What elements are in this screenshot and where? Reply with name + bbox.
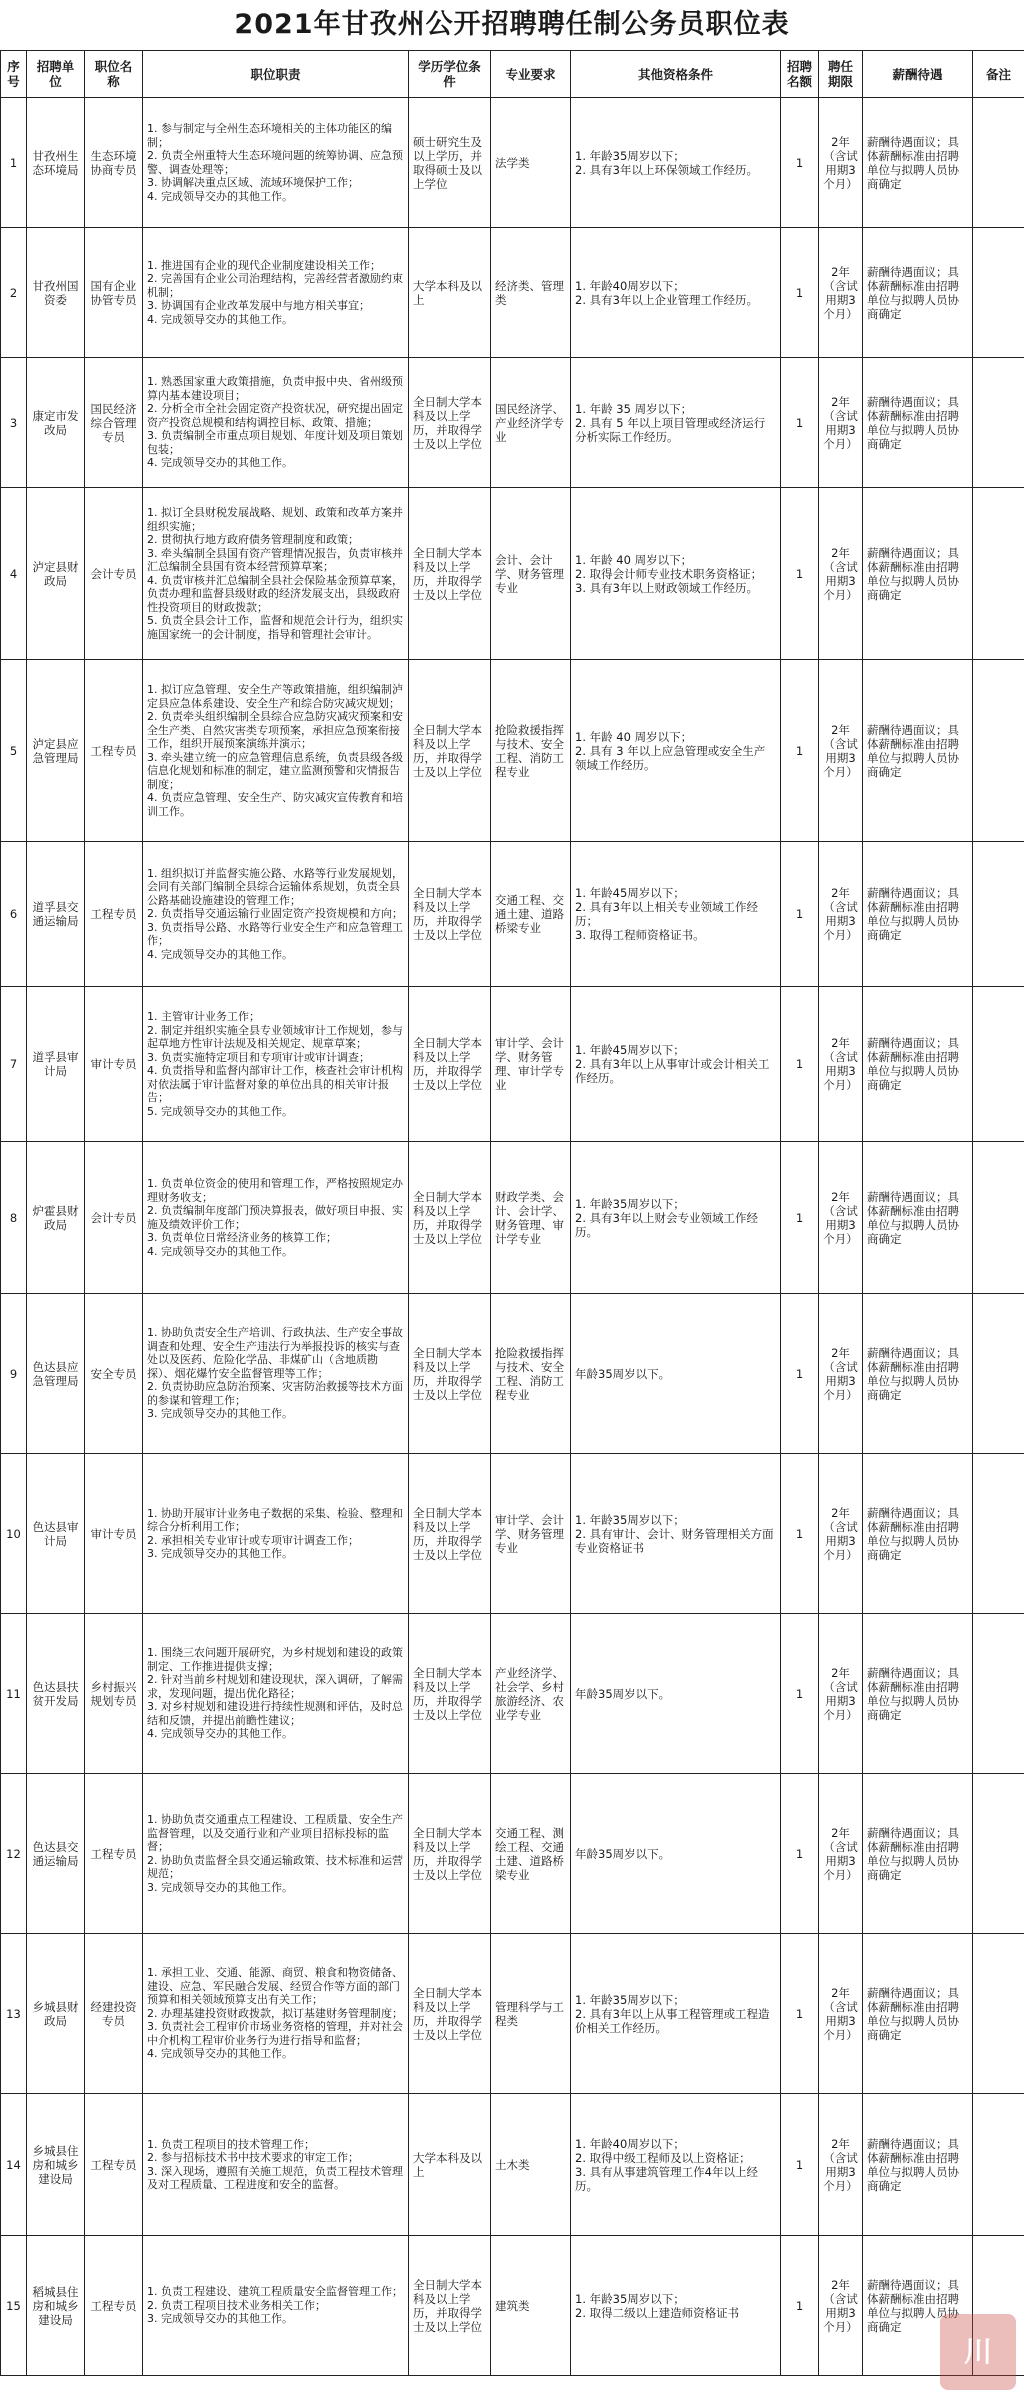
cell-unit: 炉霍县财政局: [27, 1142, 85, 1294]
cell-other-line: 1. 年龄 40 周岁以下；: [575, 729, 693, 744]
cell-duties-line: 1. 负责工程建设、建筑工程质量安全监督管理工作；: [147, 2285, 403, 2299]
cell-major: 法学类: [491, 98, 571, 228]
cell-position: 国民经济综合管理专员: [85, 358, 143, 488]
cell-term: 2年（含试用期3个月）: [819, 358, 863, 488]
cell-duties-line: 4. 完成领导交办的其他工作。: [147, 312, 293, 326]
cell-unit: 色达县应急管理局: [27, 1294, 85, 1454]
cell-other: [571, 842, 781, 987]
cell-duties-line: 1. 熟悉国家重大政策措施，负责申报中央、省州级预算内基本建设项目；: [147, 375, 403, 402]
cell-other-line: 1. 年龄 35 周岁以下；: [575, 401, 693, 416]
cell-unit: 泸定县应急管理局: [27, 660, 85, 842]
cell-duties-line: 1. 协助开展审计业务电子数据的采集、检验、整理和综合分析利用工作；: [147, 1506, 403, 1533]
table-row: [1, 1774, 1024, 1934]
header-salary: 薪酬待遇: [863, 51, 973, 98]
cell-education: 全日制大学本科及以上学历，并取得学士及以上学位: [409, 358, 491, 488]
header-term: 聘任期限: [819, 51, 863, 98]
cell-duties: [143, 488, 409, 660]
cell-duties-line: 1. 参与制定与全州生态环境相关的主体功能区的编制；: [147, 122, 392, 149]
cell-position: 工程专员: [85, 842, 143, 987]
cell-other-line: 1. 年龄45周岁以下；: [575, 1043, 685, 1057]
cell-other-line: 1. 年龄 40 周岁以下；: [575, 552, 693, 567]
cell-salary: 薪酬待遇面议；具体薪酬标准由招聘单位与拟聘人员协商确定: [863, 228, 973, 358]
cell-duties: [143, 987, 409, 1142]
cell-other: [571, 1142, 781, 1294]
cell-unit: 甘孜州生态环境局: [27, 98, 85, 228]
cell-education: 全日制大学本科及以上学历，并取得学士及以上学位: [409, 660, 491, 842]
cell-no: 9: [1, 1294, 27, 1454]
position-table: [0, 50, 1024, 2376]
cell-other-line: 年龄35周岁以下。: [575, 1846, 671, 1861]
cell-other: [571, 1614, 781, 1774]
cell-term: 2年（含试用期3个月）: [819, 2094, 863, 2236]
table-row: [1, 2236, 1024, 2376]
cell-unit: 康定市发改局: [27, 358, 85, 488]
cell-salary: 薪酬待遇面议；具体薪酬标准由招聘单位与拟聘人员协商确定: [863, 1294, 973, 1454]
cell-note: [973, 1774, 1024, 1934]
cell-position: 乡村振兴规划专员: [85, 1614, 143, 1774]
cell-no: 15: [1, 2236, 27, 2376]
cell-term: 2年（含试用期3个月）: [819, 1454, 863, 1614]
cell-education: 全日制大学本科及以上学历，并取得学士及以上学位: [409, 1454, 491, 1614]
cell-duties-line: 5. 完成领导交办的其他工作。: [147, 1104, 293, 1118]
cell-other: [571, 1294, 781, 1454]
header-quota: 招聘名额: [781, 51, 819, 98]
watermark-logo: [940, 2314, 1016, 2390]
table-row: [1, 1934, 1024, 2094]
cell-duties-line: 1. 组织拟订并监督实施公路、水路等行业发展规划，会同有关部门编制全县综合运输体系规划，负责全县公路基础设施建设的管理工作；: [147, 866, 403, 907]
cell-education: 全日制大学本科及以上学历，并取得学士及以上学位: [409, 1774, 491, 1934]
cell-quota: 1: [781, 1142, 819, 1294]
cell-duties-line: 3. 负责实施特定项目和专项审计或审计调查；: [147, 1050, 370, 1064]
cell-other-line: 1. 年龄35周岁以下；: [575, 1992, 685, 2007]
cell-position: 安全专员: [85, 1294, 143, 1454]
cell-term: 2年（含试用期3个月）: [819, 1294, 863, 1454]
cell-note: [973, 1934, 1024, 2094]
cell-duties-line: 2. 协助负责监督全县交通运输政策、技术标准和运营规范；: [147, 1853, 403, 1880]
table-row: [1, 842, 1024, 987]
cell-other: [571, 98, 781, 228]
table-row: [1, 2094, 1024, 2236]
cell-term: 2年（含试用期3个月）: [819, 1774, 863, 1934]
header-unit: 招聘单位: [27, 51, 85, 98]
cell-major: 国民经济学、产业经济学专业: [491, 358, 571, 488]
cell-other-line: 1. 年龄40周岁以下；: [575, 278, 685, 293]
cell-duties-line: 3. 深入现场，遵照有关施工规范，负责工程技术管理及对工程质量、工程进度和安全的监督。: [147, 2164, 403, 2191]
table-row: [1, 358, 1024, 488]
cell-duties: [143, 1294, 409, 1454]
cell-education: 全日制大学本科及以上学历，并取得学士及以上学位: [409, 2236, 491, 2376]
cell-duties-line: 2. 办理基建投资财政拨款，拟订基建财务管理制度；: [147, 2006, 403, 2020]
cell-duties-line: 4. 负责应急管理、安全生产、防灾减灾宣传教育和培训工作。: [147, 791, 403, 818]
table-row: [1, 987, 1024, 1142]
cell-duties-line: 3. 完成领导交办的其他工作。: [147, 1880, 293, 1894]
cell-quota: 1: [781, 1934, 819, 2094]
cell-duties-line: 3. 负责社会工程审价市场业务资格的管理，并对社会中介机构工程审价业务行为进行指导和监督；: [147, 2020, 403, 2047]
header-other: 其他资格条件: [571, 51, 781, 98]
cell-education: 大学本科及以上: [409, 2094, 491, 2236]
cell-duties: [143, 842, 409, 987]
cell-position: 工程专员: [85, 2094, 143, 2236]
cell-duties-line: 3. 牵头建立统一的应急管理信息系统，负责县级各级信息化规划和标准的制定，建立监测预警和灾情报告制度；: [147, 750, 403, 791]
cell-salary: 薪酬待遇面议；具体薪酬标准由招聘单位与拟聘人员协商确定: [863, 1614, 973, 1774]
cell-duties-line: 4. 完成领导交办的其他工作。: [147, 456, 293, 470]
cell-unit: 道孚县审计局: [27, 987, 85, 1142]
cell-duties-line: 1. 拟订全县财税发展战略、规划、政策和改革方案并组织实施；: [147, 506, 403, 533]
cell-note: [973, 358, 1024, 488]
cell-other-line: 3. 具有从事建筑管理工作4年以上经历。: [575, 2164, 758, 2193]
cell-other: [571, 2236, 781, 2376]
cell-note: [973, 660, 1024, 842]
table-row: [1, 488, 1024, 660]
cell-other-line: 1. 年龄45周岁以下；: [575, 886, 685, 900]
cell-major: 交通工程、测绘工程、交通土建、道路桥梁专业: [491, 1774, 571, 1934]
header-note: 备注: [973, 51, 1024, 98]
cell-duties-line: 4. 完成领导交办的其他工作。: [147, 189, 293, 203]
cell-unit: 色达县扶贫开发局: [27, 1614, 85, 1774]
cell-salary: 薪酬待遇面议；具体薪酬标准由招聘单位与拟聘人员协商确定: [863, 987, 973, 1142]
cell-quota: 1: [781, 98, 819, 228]
cell-unit: 稻城县住房和城乡建设局: [27, 2236, 85, 2376]
table-row: [1, 1614, 1024, 1774]
header-duties: 职位职责: [143, 51, 409, 98]
cell-other-line: 3. 具有3年以上财政领域工作经历。: [575, 580, 758, 595]
cell-duties-line: 3. 负责编制全市重点项目规划、年度计划及项目策划包装；: [147, 429, 403, 456]
cell-duties: [143, 98, 409, 228]
cell-other: [571, 1774, 781, 1934]
cell-term: 2年（含试用期3个月）: [819, 488, 863, 660]
cell-quota: 1: [781, 2236, 819, 2376]
cell-duties-line: 3. 协调国有企业改革发展中与地方相关事宜；: [147, 299, 370, 313]
cell-major: 财政学类、会计、会计学、财务管理、审计学专业: [491, 1142, 571, 1294]
cell-position: 会计专员: [85, 1142, 143, 1294]
cell-salary: 薪酬待遇面议；具体薪酬标准由招聘单位与拟聘人员协商确定: [863, 358, 973, 488]
cell-term: 2年（含试用期3个月）: [819, 842, 863, 987]
cell-quota: 1: [781, 1454, 819, 1614]
cell-duties: [143, 1454, 409, 1614]
cell-salary: 薪酬待遇面议；具体薪酬标准由招聘单位与拟聘人员协商确定: [863, 660, 973, 842]
cell-duties: [143, 1142, 409, 1294]
table-row: [1, 660, 1024, 842]
cell-duties: [143, 2236, 409, 2376]
cell-position: 经建投资专员: [85, 1934, 143, 2094]
cell-salary: 薪酬待遇面议；具体薪酬标准由招聘单位与拟聘人员协商确定: [863, 1142, 973, 1294]
cell-major: 土木类: [491, 2094, 571, 2236]
cell-quota: 1: [781, 1614, 819, 1774]
cell-unit: 泸定县财政局: [27, 488, 85, 660]
cell-duties: [143, 358, 409, 488]
table-row: [1, 1454, 1024, 1614]
cell-other-line: 2. 具有3年以上从事审计或会计相关工作经历。: [575, 1057, 770, 1085]
cell-note: [973, 2094, 1024, 2236]
cell-duties-line: 2. 贯彻执行地方政府债务管理制度和政策；: [147, 533, 359, 546]
cell-unit: 色达县审计局: [27, 1454, 85, 1614]
cell-other: [571, 488, 781, 660]
cell-education: 全日制大学本科及以上学历，并取得学士及以上学位: [409, 1142, 491, 1294]
cell-duties: [143, 1774, 409, 1934]
cell-note: [973, 488, 1024, 660]
cell-position: 生态环境协商专员: [85, 98, 143, 228]
cell-term: 2年（含试用期3个月）: [819, 228, 863, 358]
cell-major: 建筑类: [491, 2236, 571, 2376]
header-education: 学历学位条件: [409, 51, 491, 98]
cell-major: 会计、会计学、财务管理专业: [491, 488, 571, 660]
cell-duties-line: 2. 负责协助应急防治预案、灾害防治救援等技术方面的参谋和管理工作；: [147, 1380, 403, 1407]
cell-education: 全日制大学本科及以上学历，并取得学士及以上学位: [409, 1934, 491, 2094]
cell-duties: [143, 1614, 409, 1774]
cell-other: [571, 1454, 781, 1614]
cell-quota: 1: [781, 987, 819, 1142]
cell-duties-line: 3. 完成领导交办的其他工作。: [147, 2312, 293, 2326]
cell-other-line: 2. 具有 5 年以上项目管理或经济运行分析实际工作经历。: [575, 415, 766, 444]
cell-quota: 1: [781, 1774, 819, 1934]
header-major: 专业要求: [491, 51, 571, 98]
cell-other-line: 2. 具有3年以上相关专业领域工作经历；: [575, 900, 758, 928]
cell-no: 14: [1, 2094, 27, 2236]
cell-note: [973, 842, 1024, 987]
cell-no: 5: [1, 660, 27, 842]
cell-other-line: 2. 具有审计、会计、财务管理相关方面专业资格证书: [575, 1526, 774, 1555]
header-position: 职位名称: [85, 51, 143, 98]
cell-duties-line: 1. 拟订应急管理、安全生产等政策措施，组织编制泸定县应急体系建设、安全生产和综合防灾减灾规划；: [147, 683, 403, 710]
cell-education: 全日制大学本科及以上学历，并取得学士及以上学位: [409, 1614, 491, 1774]
table-body: [1, 98, 1024, 2376]
cell-duties-line: 1. 推进国有企业的现代企业制度建设相关工作；: [147, 258, 381, 272]
cell-other: [571, 660, 781, 842]
cell-other-line: 1. 年龄35周岁以下；: [575, 2291, 685, 2306]
cell-other-line: 2. 具有3年以上财会专业领域工作经历。: [575, 1210, 758, 1239]
cell-other-line: 2. 具有 3 年以上应急管理或安全生产领域工作经历。: [575, 743, 766, 772]
cell-education: 大学本科及以上: [409, 228, 491, 358]
cell-other-line: 年龄35周岁以下。: [575, 1686, 671, 1701]
header-no: 序号: [1, 51, 27, 98]
cell-term: 2年（含试用期3个月）: [819, 98, 863, 228]
cell-unit: 道孚县交通运输局: [27, 842, 85, 987]
cell-duties-line: 1. 协助负责交通重点工程建设、工程质量、安全生产监督管理，以及交通行业和产业项目招标投标的监督；: [147, 1813, 403, 1853]
cell-no: 4: [1, 488, 27, 660]
cell-duties-line: 4. 负责指导和监督内部审计工作，核查社会审计机构对依法属于审计监督对象的单位出具的相关审计报告；: [147, 1064, 403, 1104]
cell-other-line: 年龄35周岁以下。: [575, 1366, 671, 1381]
cell-other-line: 3. 取得工程师资格证书。: [575, 928, 705, 942]
cell-quota: 1: [781, 660, 819, 842]
cell-position: 国有企业协管专员: [85, 228, 143, 358]
cell-duties-line: 1. 负责单位资金的使用和管理工作，严格按照规定办理财务收支；: [147, 1177, 403, 1204]
page-title: 2021年甘孜州公开招聘聘任制公务员职位表: [234, 9, 790, 40]
cell-duties-line: 4. 完成领导交办的其他工作。: [147, 2047, 293, 2061]
cell-education: 硕士研究生及以上学历，并取得硕士及以上学位: [409, 98, 491, 228]
watermark-glyph: 川: [963, 2335, 992, 2368]
cell-duties: [143, 1934, 409, 2094]
cell-duties-line: 3. 完成领导交办的其他工作。: [147, 1407, 293, 1421]
cell-note: [973, 987, 1024, 1142]
cell-no: 7: [1, 987, 27, 1142]
cell-major: 审计学、会计学、财务管理专业: [491, 1454, 571, 1614]
cell-duties-line: 2. 负责编制年度部门预决算报表，做好项目申报、实施及绩效评价工作；: [147, 1204, 403, 1231]
table-row: [1, 228, 1024, 358]
cell-other: [571, 228, 781, 358]
cell-quota: 1: [781, 488, 819, 660]
cell-duties: [143, 2094, 409, 2236]
cell-no: 6: [1, 842, 27, 987]
cell-no: 3: [1, 358, 27, 488]
cell-education: 全日制大学本科及以上学历，并取得学士及以上学位: [409, 488, 491, 660]
cell-term: 2年（含试用期3个月）: [819, 660, 863, 842]
cell-education: 全日制大学本科及以上学历，并取得学士及以上学位: [409, 842, 491, 987]
cell-no: 11: [1, 1614, 27, 1774]
cell-position: 会计专员: [85, 488, 143, 660]
cell-other-line: 2. 取得会计师专业技术职务资格证；: [575, 566, 763, 581]
cell-major: 抢险救援指挥与技术、安全工程、消防工程专业: [491, 660, 571, 842]
cell-other-line: 2. 具有3年以上从事工程管理或工程造价相关工作经历。: [575, 2006, 770, 2035]
cell-other-line: 1. 年龄35周岁以下；: [575, 1512, 685, 1527]
cell-duties-line: 3. 对乡村规划和建设进行持续性规测和评估，及时总结和反馈，并提出前瞻性建议；: [147, 1700, 403, 1727]
cell-duties-line: 2. 完善国有企业公司治理结构，完善经营者激励约束机制；: [147, 272, 403, 299]
table-row: [1, 1142, 1024, 1294]
cell-salary: 薪酬待遇面议；具体薪酬标准由招聘单位与拟聘人员协商确定: [863, 1934, 973, 2094]
table-header-row: [1, 51, 1024, 98]
cell-unit: 甘孜州国资委: [27, 228, 85, 358]
cell-salary: 薪酬待遇面议；具体薪酬标准由招聘单位与拟聘人员协商确定: [863, 98, 973, 228]
cell-note: [973, 98, 1024, 228]
cell-salary: 薪酬待遇面议；具体薪酬标准由招聘单位与拟聘人员协商确定: [863, 842, 973, 987]
cell-position: 工程专员: [85, 1774, 143, 1934]
cell-major: 交通工程、交通土建、道路桥梁专业: [491, 842, 571, 987]
cell-no: 12: [1, 1774, 27, 1934]
cell-no: 2: [1, 228, 27, 358]
cell-duties-line: 2. 参与招标技术书中技术要求的审定工作；: [147, 2151, 359, 2164]
cell-duties-line: 3. 牵头编制全县国有资产管理情况报告，负责审核并汇总编制全县国有资本经营预算草案；: [147, 546, 403, 573]
cell-position: 工程专员: [85, 2236, 143, 2376]
cell-salary: 薪酬待遇面议；具体薪酬标准由招聘单位与拟聘人员协商确定: [863, 1774, 973, 1934]
cell-term: 2年（含试用期3个月）: [819, 1142, 863, 1294]
cell-duties-line: 2. 负责指导交通运输行业固定资产投资规模和方向；: [147, 907, 403, 921]
cell-position: 审计专员: [85, 1454, 143, 1614]
cell-unit: 乡城县住房和城乡建设局: [27, 2094, 85, 2236]
cell-quota: 1: [781, 358, 819, 488]
cell-other: [571, 2094, 781, 2236]
cell-duties-line: 1. 主管审计业务工作；: [147, 1010, 260, 1023]
cell-position: 工程专员: [85, 660, 143, 842]
cell-other: [571, 987, 781, 1142]
table-row: [1, 98, 1024, 228]
cell-position: 审计专员: [85, 987, 143, 1142]
cell-major: 抢险救援指挥与技术、安全工程、消防工程专业: [491, 1294, 571, 1454]
cell-duties-line: 4. 完成领导交办的其他工作。: [147, 1727, 293, 1741]
cell-duties-line: 3. 完成领导交办的其他工作。: [147, 1547, 293, 1560]
cell-duties-line: 2. 制定并组织实施全县专业领域审计工作规划，参与起草地方性审计法规及相关规定、规章草案；: [147, 1023, 403, 1050]
cell-quota: 1: [781, 1294, 819, 1454]
cell-major: 审计学、会计学、财务管理、审计学专业: [491, 987, 571, 1142]
cell-quota: 1: [781, 228, 819, 358]
cell-quota: 1: [781, 2094, 819, 2236]
cell-duties-line: 1. 负责工程项目的技术管理工作；: [147, 2137, 315, 2151]
cell-term: 2年（含试用期3个月）: [819, 1614, 863, 1774]
cell-unit: 乡城县财政局: [27, 1934, 85, 2094]
cell-major: 管理科学与工程类: [491, 1934, 571, 2094]
cell-duties: [143, 228, 409, 358]
cell-duties-line: 5. 负责全县会计工作，监督和规范会计行为，组织实施国家统一的会计制度，指导和管理社会审计。: [147, 614, 403, 641]
cell-duties-line: 4. 负责审核并汇总编制全县社会保险基金预算草案，负责办理和监督县级财政的经济发展支出，县级政府性投资项目的财政拨款；: [147, 573, 403, 614]
cell-other-line: 2. 具有3年以上企业管理工作经历。: [575, 292, 758, 307]
cell-other: [571, 358, 781, 488]
cell-term: 2年（含试用期3个月）: [819, 1934, 863, 2094]
cell-term: 2年（含试用期3个月）: [819, 2236, 863, 2376]
cell-duties-line: 2. 分析全市全社会固定资产投资状况，研究提出固定资产投资总规模和结构调控目标、政策、措施；: [147, 402, 403, 429]
cell-duties-line: 2. 负责全州重特大生态环境问题的统筹协调、应急预警、调查处理等；: [147, 149, 403, 176]
cell-note: [973, 1614, 1024, 1774]
cell-major: 经济类、管理类: [491, 228, 571, 358]
cell-other: [571, 1934, 781, 2094]
cell-duties-line: 1. 承担工业、交通、能源、商贸、粮食和物资储备、建设、应急、军民融合发展、经贸合作等方面的部门预算和相关领域预算支出有关工作；: [147, 1966, 403, 2007]
table-row: [1, 1294, 1024, 1454]
cell-duties-line: 2. 负责工程项目技术业务相关工作；: [147, 2298, 326, 2312]
cell-term: 2年（含试用期3个月）: [819, 987, 863, 1142]
cell-other-line: 1. 年龄35周岁以下；: [575, 1196, 685, 1211]
cell-duties-line: 1. 围绕三农问题开展研究，为乡村规划和建设的政策制定、工作推进提供支撑；: [147, 1646, 403, 1673]
cell-no: 8: [1, 1142, 27, 1294]
cell-no: 10: [1, 1454, 27, 1614]
cell-duties-line: 3. 协调解决重点区域、流域环境保护工作；: [147, 176, 359, 189]
cell-other-line: 1. 年龄35周岁以下；: [575, 148, 685, 163]
cell-no: 13: [1, 1934, 27, 2094]
cell-salary: 薪酬待遇面议；具体薪酬标准由招聘单位与拟聘人员协商确定: [863, 2094, 973, 2236]
cell-note: [973, 1294, 1024, 1454]
cell-education: 全日制大学本科及以上学历，并取得学士及以上学位: [409, 987, 491, 1142]
cell-note: [973, 228, 1024, 358]
cell-duties-line: 2. 负责牵头组织编制全县综合应急防灾减灾预案和安全生产类、自然灾害类专项预案，承担应急预案衔接工作，组织开展预案演练并演示；: [147, 710, 403, 750]
cell-duties: [143, 660, 409, 842]
cell-other-line: 1. 年龄40周岁以下；: [575, 2136, 685, 2151]
cell-note: [973, 1142, 1024, 1294]
cell-quota: 1: [781, 842, 819, 987]
cell-salary: 薪酬待遇面议；具体薪酬标准由招聘单位与拟聘人员协商确定: [863, 2236, 973, 2376]
cell-major: 产业经济学、社会学、乡村旅游经济、农业学专业: [491, 1614, 571, 1774]
cell-note: [973, 1454, 1024, 1614]
cell-unit: 色达县交通运输局: [27, 1774, 85, 1934]
cell-education: 全日制大学本科及以上学历，并取得学士及以上学位: [409, 1294, 491, 1454]
cell-salary: 薪酬待遇面议；具体薪酬标准由招聘单位与拟聘人员协商确定: [863, 488, 973, 660]
cell-duties-line: 4. 完成领导交办的其他工作。: [147, 947, 293, 961]
cell-duties-line: 1. 协助负责安全生产培训、行政执法、生产安全事故调查和处理、安全生产违法行为举报投诉的核实与查处以及医药、危险化学品、非煤矿山（含地质勘探）、烟花爆竹安全监督管理等工作；: [147, 1326, 403, 1380]
cell-other-line: 2. 取得中级工程师及以上资格证；: [575, 2150, 751, 2165]
cell-duties-line: 2. 针对当前乡村规划和建设现状，深入调研，了解需求，发现问题，提出优化路径；: [147, 1673, 403, 1700]
cell-duties-line: 3. 负责单位日常经济业务的核算工作；: [147, 1231, 337, 1244]
cell-other-line: 2. 具有3年以上环保领域工作经历。: [575, 162, 758, 177]
cell-duties-line: 2. 承担相关专业审计或专项审计调查工作；: [147, 1533, 359, 1547]
cell-duties-line: 4. 完成领导交办的其他工作。: [147, 1244, 293, 1258]
cell-other-line: 2. 取得二级以上建造师资格证书: [575, 2305, 740, 2320]
cell-no: 1: [1, 98, 27, 228]
cell-duties-line: 3. 负责指导公路、水路等行业安全生产和应急管理工作；: [147, 920, 403, 948]
cell-salary: 薪酬待遇面议；具体薪酬标准由招聘单位与拟聘人员协商确定: [863, 1454, 973, 1614]
